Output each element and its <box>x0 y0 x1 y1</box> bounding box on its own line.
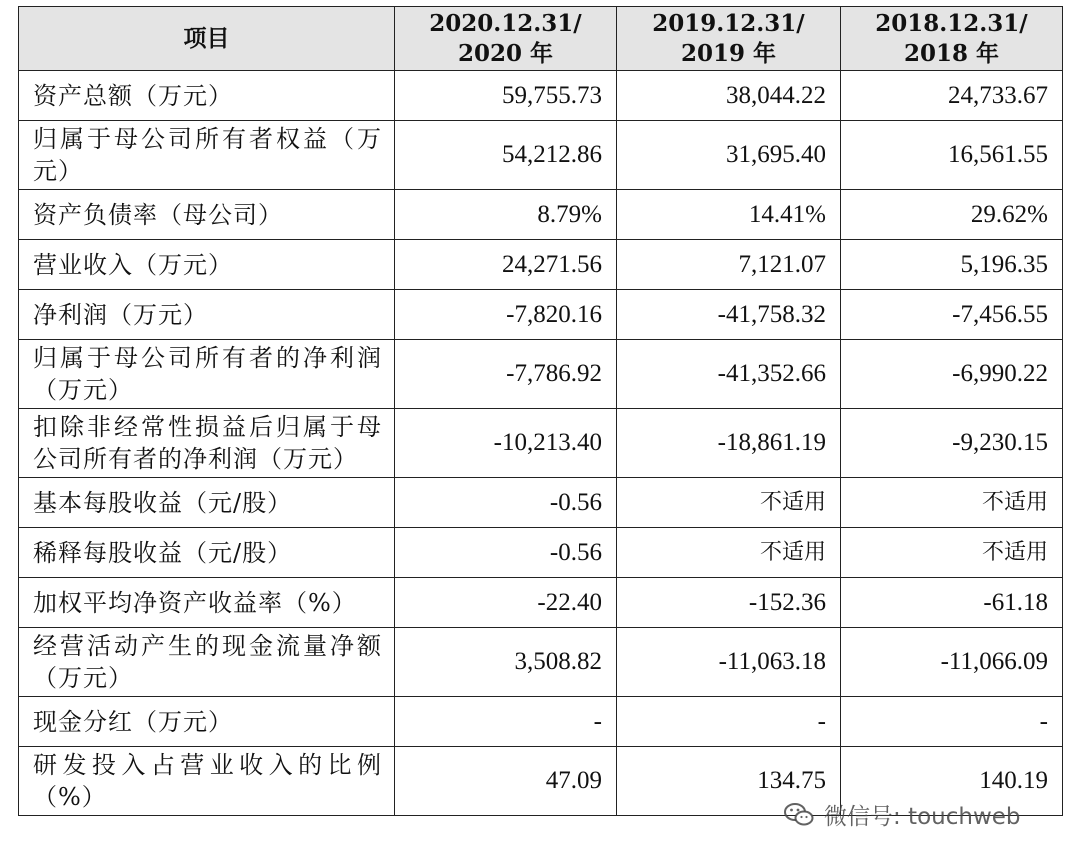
cell-value: 5,196.35 <box>841 240 1063 290</box>
cell-value: 24,733.67 <box>841 71 1063 121</box>
cell-value: -0.56 <box>395 478 617 528</box>
table-row <box>19 697 1063 747</box>
cell-value: -7,456.55 <box>841 290 1063 340</box>
row-label: 研发投入占营业收入的比例（%） <box>19 747 395 816</box>
row-label: 现金分红（万元） <box>19 697 395 747</box>
cell-value: 140.19 <box>841 747 1063 816</box>
cell-value: 54,212.86 <box>395 121 617 190</box>
cell-value: -22.40 <box>395 578 617 628</box>
table-row <box>19 71 1063 121</box>
cell-value: - <box>617 697 841 747</box>
row-label: 经营活动产生的现金流量净额（万元） <box>19 628 395 697</box>
cell-value: -0.56 <box>395 528 617 578</box>
cell-value: 59,755.73 <box>395 71 617 121</box>
row-label: 资产负债率（母公司） <box>19 190 395 240</box>
cell-value: 24,271.56 <box>395 240 617 290</box>
cell-value: 16,561.55 <box>841 121 1063 190</box>
cell-value: -18,861.19 <box>617 409 841 478</box>
cell-value: - <box>395 697 617 747</box>
table-row <box>19 409 1063 478</box>
cell-value: -7,786.92 <box>395 340 617 409</box>
cell-value: -9,230.15 <box>841 409 1063 478</box>
table-row <box>19 528 1063 578</box>
cell-value: 不适用 <box>841 478 1063 528</box>
row-label: 扣除非经常性损益后归属于母公司所有者的净利润（万元） <box>19 409 395 478</box>
row-label: 基本每股收益（元/股） <box>19 478 395 528</box>
table-row <box>19 340 1063 409</box>
table-row <box>19 578 1063 628</box>
cell-value: -41,758.32 <box>617 290 841 340</box>
cell-value: -41,352.66 <box>617 340 841 409</box>
table-row <box>19 290 1063 340</box>
header-item: 项目 <box>19 7 395 71</box>
row-label: 加权平均净资产收益率（%） <box>19 578 395 628</box>
table-row <box>19 121 1063 190</box>
cell-value: -11,066.09 <box>841 628 1063 697</box>
watermark <box>784 798 1021 831</box>
table-row <box>19 190 1063 240</box>
cell-value: 14.41% <box>617 190 841 240</box>
cell-value: 不适用 <box>841 528 1063 578</box>
table-row <box>19 628 1063 697</box>
row-label: 归属于母公司所有者的净利润（万元） <box>19 340 395 409</box>
watermark-text: 微信号: touchweb <box>824 804 1021 830</box>
cell-value: 134.75 <box>617 747 841 816</box>
header-year-2019: 2019.12.31/ 2019 年 <box>617 7 841 71</box>
cell-value: -152.36 <box>617 578 841 628</box>
cell-value: 3,508.82 <box>395 628 617 697</box>
cell-value: 38,044.22 <box>617 71 841 121</box>
cell-value: 不适用 <box>617 478 841 528</box>
cell-value: -6,990.22 <box>841 340 1063 409</box>
cell-value: 29.62% <box>841 190 1063 240</box>
cell-value: - <box>841 697 1063 747</box>
financial-table <box>18 6 1063 816</box>
row-label: 归属于母公司所有者权益（万元） <box>19 121 395 190</box>
header-year-2020: 2020.12.31/ 2020 年 <box>395 7 617 71</box>
table-header-row <box>19 7 1063 71</box>
row-label: 资产总额（万元） <box>19 71 395 121</box>
cell-value: -61.18 <box>841 578 1063 628</box>
header-year-2018: 2018.12.31/ 2018 年 <box>841 7 1063 71</box>
cell-value: -10,213.40 <box>395 409 617 478</box>
cell-value: 7,121.07 <box>617 240 841 290</box>
cell-value: -7,820.16 <box>395 290 617 340</box>
row-label: 稀释每股收益（元/股） <box>19 528 395 578</box>
wechat-icon <box>784 802 814 828</box>
cell-value: -11,063.18 <box>617 628 841 697</box>
cell-value: 31,695.40 <box>617 121 841 190</box>
table-row <box>19 478 1063 528</box>
row-label: 营业收入（万元） <box>19 240 395 290</box>
table-row <box>19 240 1063 290</box>
row-label: 净利润（万元） <box>19 290 395 340</box>
cell-value: 47.09 <box>395 747 617 816</box>
cell-value: 8.79% <box>395 190 617 240</box>
cell-value: 不适用 <box>617 528 841 578</box>
